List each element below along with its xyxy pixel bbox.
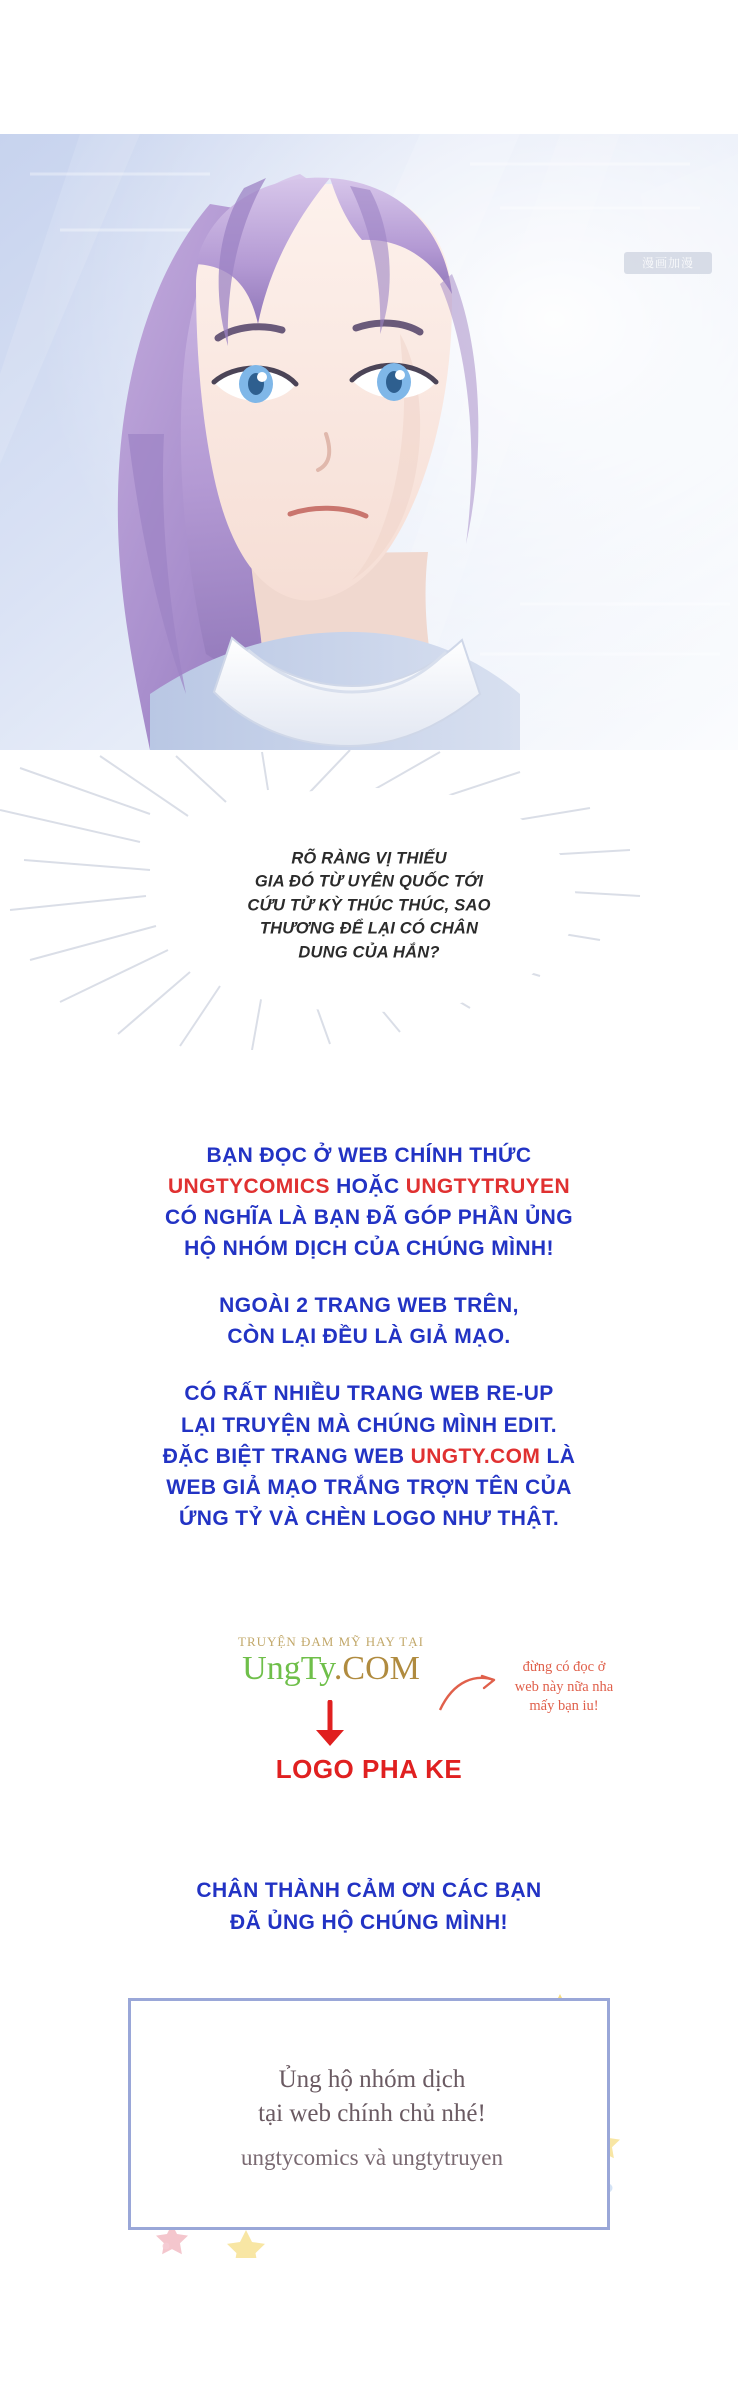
support-card-line2-text: tại web chính chủ nhé! — [258, 2100, 486, 2127]
notice-line-2 — [0, 1202, 738, 1233]
notice-line-0 — [0, 1378, 738, 1409]
notice-line-1 — [0, 1321, 738, 1352]
fake-logo-top-text: TRUYỆN ĐAM MỸ HAY TẠI — [238, 1634, 424, 1649]
notice-line-1 — [0, 1410, 738, 1441]
notice-segment: CÒN LẠI ĐỀU LÀ GIẢ MẠO. — [227, 1325, 511, 1349]
notice-segment: NGOÀI 2 TRANG WEB TRÊN, — [219, 1294, 519, 1318]
fake-logo-main-text — [226, 1652, 436, 1686]
fake-logo-name: UngTy — [242, 1650, 334, 1687]
support-card — [128, 1998, 610, 2230]
hand-note-line-2: mấy bạn iu! — [529, 1698, 599, 1715]
thought-burst-text — [209, 847, 529, 964]
notice-line-1 — [0, 1171, 738, 1202]
thought-burst — [0, 750, 738, 1050]
notice-line-3 — [0, 1233, 738, 1264]
notice-line-2 — [0, 1441, 738, 1472]
notice-line-3 — [0, 1472, 738, 1503]
notice-segment: LÀ — [540, 1444, 576, 1468]
thanks-text — [0, 1875, 738, 1938]
hand-note-line-1: web này nữa nha — [514, 1678, 614, 1695]
thanks-line-1: ĐÃ ỦNG HỘ CHÚNG MÌNH! — [230, 1910, 508, 1934]
notice-line-0 — [0, 1140, 738, 1171]
notice-block-1 — [0, 1140, 738, 1264]
notice-line-0 — [0, 1290, 738, 1321]
watermark-badge: 漫画加漫 — [624, 252, 712, 274]
notice-segment: HỘ NHÓM DỊCH CỦA CHÚNG MÌNH! — [184, 1237, 554, 1261]
notice-line-4 — [0, 1503, 738, 1534]
fake-logo-label: LOGO PHA KE — [275, 1754, 463, 1784]
support-card-line1-text: Ủng hộ nhóm dịch — [278, 2066, 466, 2094]
thought-line-0: RÕ RÀNG VỊ THIẾU — [291, 849, 447, 868]
notice-text — [0, 1140, 738, 1560]
notice-segment: HOẶC — [336, 1175, 406, 1199]
notice-segment: CÓ NGHĨA LÀ BẠN ĐÃ GÓP PHẦN ỦNG — [165, 1206, 573, 1230]
thought-line-2: CỨU TỬ KỲ THÚC THÚC, SAO — [247, 896, 491, 915]
thanks-line-0: CHÂN THÀNH CẢM ƠN CÁC BẠN — [196, 1879, 542, 1902]
notice-segment: UNGTYCOMICS — [167, 1175, 337, 1199]
support-card-line3: ungtycomics và ungtytruyen — [241, 2144, 503, 2170]
character-illustration — [0, 134, 738, 750]
support-card-line1 — [258, 2063, 486, 2131]
thought-line-4: DUNG CỦA HẮN? — [298, 943, 440, 962]
notice-segment: CÓ RẤT NHIỀU TRANG WEB RE-UP — [184, 1382, 554, 1406]
thought-line-3: THƯƠNG ĐỂ LẠI CÓ CHÂN — [259, 919, 479, 938]
notice-segment: WEB GIẢ MẠO TRẮNG TRỢN TÊN CỦA — [166, 1475, 572, 1499]
notice-segment: BẠN ĐỌC Ở WEB CHÍNH THỨC — [206, 1144, 532, 1167]
notice-segment: ĐẶC BIỆT TRANG WEB — [162, 1444, 411, 1468]
notice-segment: UNGTY.COM — [410, 1444, 541, 1468]
notice-segment: ỨNG TỶ VÀ CHÈN LOGO NHƯ THẬT. — [178, 1506, 560, 1530]
hand-note-line-0: đừng có đọc ở — [522, 1659, 606, 1675]
notice-block-2 — [0, 1290, 738, 1352]
thought-line-1: GIA ĐÓ TỪ UYÊN QUỐC TỚI — [254, 872, 484, 891]
arrow-down-icon — [310, 1700, 350, 1750]
notice-block-3 — [0, 1378, 738, 1533]
notice-segment: UNGTYTRUYEN — [405, 1175, 571, 1199]
notice-segment: LẠI TRUYỆN MÀ CHÚNG MÌNH EDIT. — [181, 1413, 557, 1437]
hand-written-note — [474, 1658, 654, 1717]
fake-logo-zone — [0, 1634, 738, 1814]
manhua-panel-character — [0, 134, 738, 750]
fake-logo-sample — [226, 1634, 436, 1686]
fake-logo-domain: .COM — [333, 1650, 420, 1687]
